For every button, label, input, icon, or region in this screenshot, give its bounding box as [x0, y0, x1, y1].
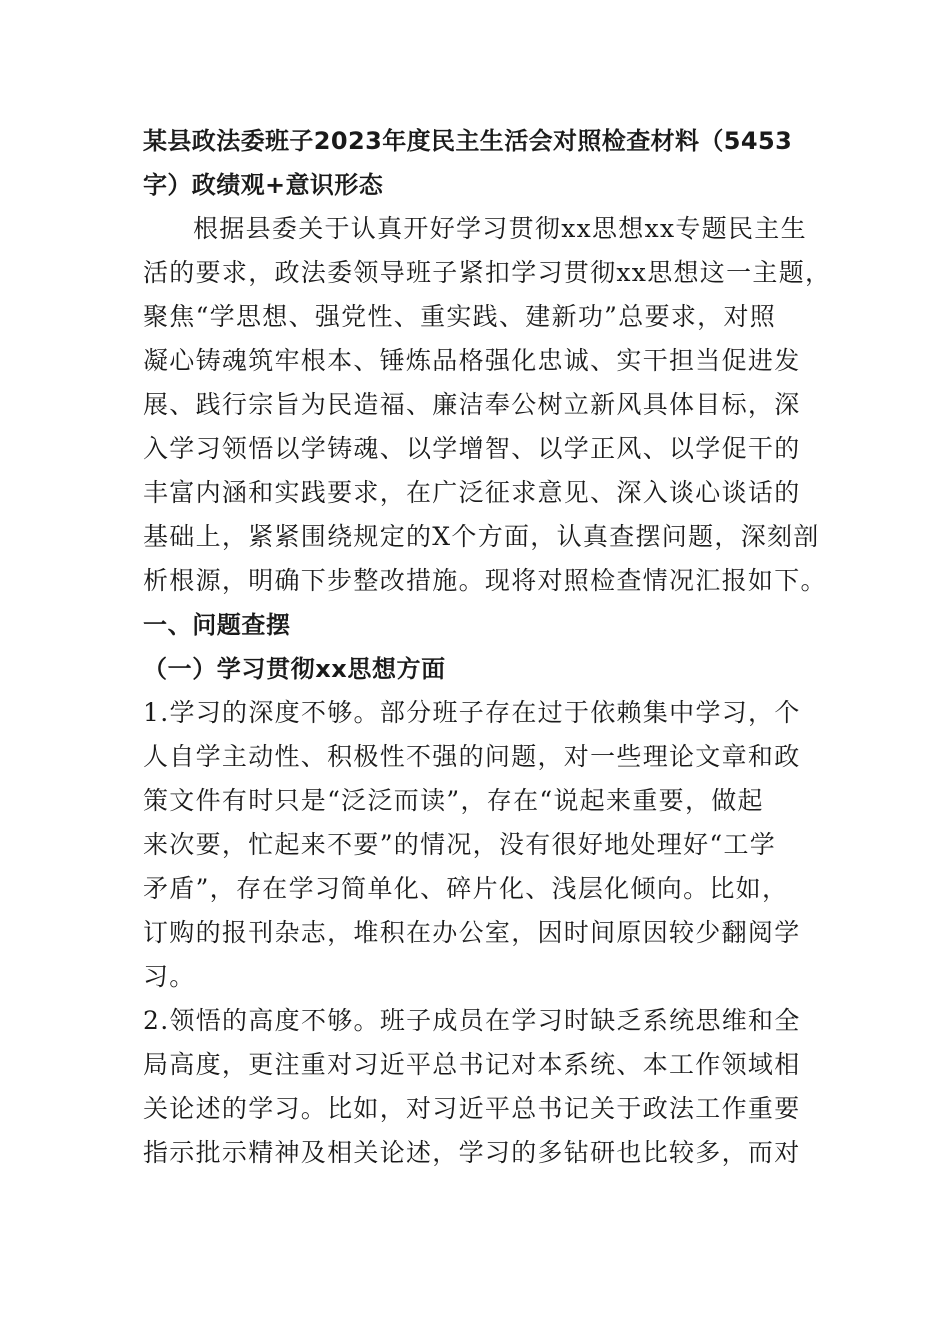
intro-paragraph-line-6: 入学习领悟以学铸魂、以学增智、以学正风、以学促干的: [143, 434, 801, 463]
item1-line-4: 来次要，忙起来不要”的情况，没有很好地处理好“工学: [143, 830, 777, 859]
intro-paragraph-line-9: 析根源，明确下步整改措施。现将对照检查情况汇报如下。: [143, 566, 827, 595]
item1-line-2: 人自学主动性、积极性不强的问题，对一些理论文章和政: [143, 742, 801, 771]
intro-paragraph-line-3: 聚焦“学思想、强党性、重实践、建新功”总要求，对照: [143, 302, 777, 331]
item1-line-6: 订购的报刊杂志，堆积在办公室，因时间原因较少翻阅学: [143, 918, 801, 947]
document-title-line-1: 某县政法委班子2023年度民主生活会对照检查材料（5453: [143, 127, 793, 155]
intro-paragraph-line-1: 根据县委关于认真开好学习贯彻xx思想xx专题民主生: [193, 214, 807, 243]
intro-paragraph-line-4: 凝心铸魂筑牢根本、锤炼品格强化忠诚、实干担当促进发: [143, 346, 801, 375]
intro-paragraph-line-2: 活的要求，政法委领导班子紧扣学习贯彻xx思想这一主题，: [143, 258, 832, 287]
item1-line-3: 策文件有时只是“泛泛而读”，存在“说起来重要，做起: [143, 786, 764, 815]
document-title-line-2: 字）政绩观+意识形态: [143, 171, 384, 199]
item2-line-1: 2.领悟的高度不够。班子成员在学习时缺乏系统思维和全: [143, 1006, 801, 1035]
section-heading: 一、问题查摆: [143, 611, 291, 639]
intro-paragraph-line-5: 展、践行宗旨为民造福、廉洁奉公树立新风具体目标，深: [143, 390, 801, 419]
intro-paragraph-line-8: 基础上，紧紧围绕规定的X个方面，认真查摆问题，深刻剖: [143, 522, 820, 551]
item1-line-5: 矛盾”，存在学习简单化、碎片化、浅层化倾向。比如，: [143, 874, 789, 903]
subsection-heading: （一）学习贯彻xx思想方面: [143, 655, 446, 683]
item2-line-4: 指示批示精神及相关论述，学习的多钻研也比较多，而对: [143, 1138, 801, 1167]
item1-line-7: 习。: [143, 962, 196, 991]
item1-line-1: 1.学习的深度不够。部分班子存在过于依赖集中学习，个: [143, 698, 801, 727]
item2-line-2: 局高度，更注重对习近平总书记对本系统、本工作领域相: [143, 1050, 801, 1079]
item2-line-3: 关论述的学习。比如，对习近平总书记关于政法工作重要: [143, 1094, 801, 1123]
intro-paragraph-line-7: 丰富内涵和实践要求，在广泛征求意见、深入谈心谈话的: [143, 478, 801, 507]
